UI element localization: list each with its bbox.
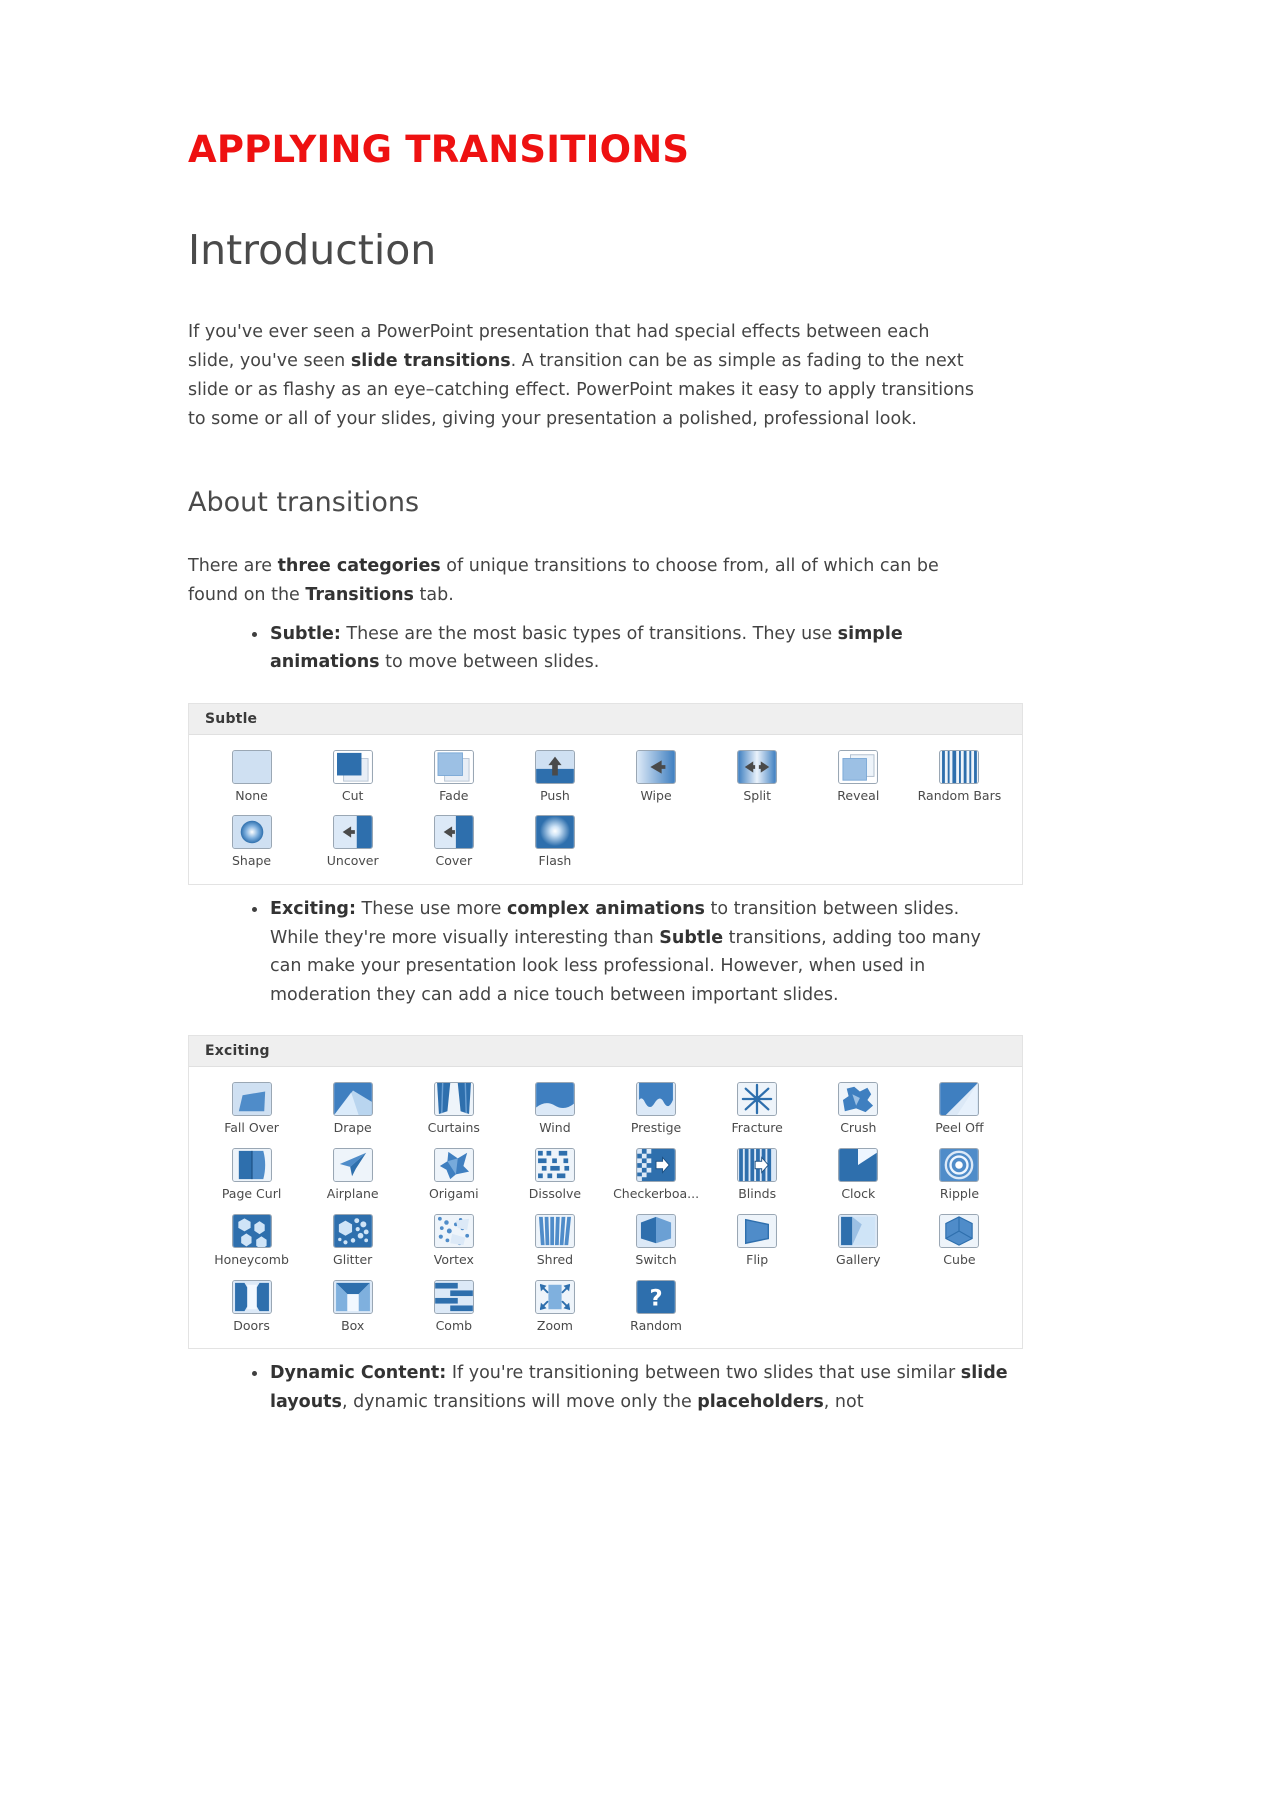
transition-tile-vortex[interactable]: [403, 1209, 504, 1271]
bullet-dynamic-bold-1: slide layouts: [270, 1363, 1008, 1412]
checkerboard-icon: [636, 1148, 676, 1182]
airplane-icon: [333, 1148, 373, 1182]
list-item-dynamic-content: [252, 1359, 1012, 1416]
transition-tile-glitter[interactable]: [302, 1209, 403, 1271]
transition-tile-clock[interactable]: [808, 1143, 909, 1205]
tile-label: Drape: [333, 1120, 372, 1136]
zoom-icon: [535, 1280, 575, 1314]
tile-label: Prestige: [630, 1120, 682, 1136]
bullet-dynamic-text-3: , not: [823, 1391, 864, 1412]
curtains-icon: [434, 1082, 474, 1116]
transition-tile-reveal[interactable]: [808, 745, 909, 807]
transition-tile-flip[interactable]: [707, 1209, 808, 1271]
tile-label: Random: [630, 1317, 682, 1333]
tile-label: Zoom: [536, 1317, 573, 1333]
switch-icon: [636, 1214, 676, 1248]
tile-label: Split: [743, 787, 772, 803]
transition-tile-flash[interactable]: [504, 810, 605, 872]
tile-label: Honeycomb: [214, 1251, 289, 1267]
clock-icon: [838, 1148, 878, 1182]
tile-label: Wipe: [640, 787, 672, 803]
heading-introduction: Introduction: [188, 225, 437, 274]
transition-tile-airplane[interactable]: [302, 1143, 403, 1205]
tile-label: Flip: [746, 1251, 769, 1267]
transition-tile-uncover[interactable]: [302, 810, 403, 872]
transition-tile-cover[interactable]: [403, 810, 504, 872]
transition-tile-origami[interactable]: [403, 1143, 504, 1205]
about-bold-three-categories: three categories: [277, 555, 441, 576]
tile-label: Airplane: [326, 1186, 379, 1202]
bullet-list-exciting: [188, 895, 1088, 1009]
transition-tile-fall-over[interactable]: [201, 1077, 302, 1139]
bullet-label-exciting: Exciting:: [270, 899, 356, 920]
subtle-gallery-header: Subtle: [189, 703, 1022, 735]
glitter-icon: [333, 1214, 373, 1248]
intro-paragraph: [188, 318, 978, 434]
tile-label: None: [235, 787, 268, 803]
page-curl-icon: [232, 1148, 272, 1182]
exciting-gallery: [188, 1035, 1023, 1349]
svg-text:?: ?: [649, 1285, 663, 1312]
box-icon: [333, 1280, 373, 1314]
transition-tile-wipe[interactable]: [606, 745, 707, 807]
wind-icon: [535, 1082, 575, 1116]
tile-label: Dissolve: [528, 1186, 582, 1202]
bullet-subtle-bold-1: simple animations: [270, 623, 903, 673]
tile-label: Peel Off: [935, 1120, 984, 1136]
tile-label: Cover: [435, 853, 473, 869]
fracture-icon: [737, 1082, 777, 1116]
transition-tile-shred[interactable]: [504, 1209, 605, 1271]
cut-icon: [333, 750, 373, 784]
transition-tile-random[interactable]: [606, 1275, 707, 1337]
bullet-exciting-bold-1: complex animations: [506, 899, 705, 920]
push-icon: [535, 750, 575, 784]
tile-label: Checkerboa...: [613, 1186, 700, 1202]
bullet-exciting-text-1: These use more: [355, 899, 507, 920]
tile-label: Doors: [233, 1317, 270, 1333]
exciting-gallery-header: Exciting: [189, 1035, 1022, 1067]
subtle-gallery-grid: [189, 735, 1022, 885]
none-icon: [232, 750, 272, 784]
tile-label: Blinds: [738, 1186, 777, 1202]
bullet-exciting-bold-2: Subtle: [659, 927, 724, 948]
tile-label: Uncover: [326, 853, 379, 869]
bullet-dynamic-text-1: If you're transitioning between two slides that use similar: [446, 1363, 961, 1384]
bullet-dynamic-bold-2: placeholders: [697, 1391, 824, 1412]
transition-tile-wind[interactable]: [504, 1077, 605, 1139]
transition-tile-zoom[interactable]: [504, 1275, 605, 1337]
origami-icon: [434, 1148, 474, 1182]
bullet-dynamic-text-2: , dynamic transitions will move only the: [341, 1391, 698, 1412]
tile-label: Curtains: [427, 1120, 480, 1136]
doors-icon: [232, 1280, 272, 1314]
tile-label: Fall Over: [224, 1120, 279, 1136]
about-text-2: of unique transitions to choose from, all of which can be found on the: [188, 555, 939, 605]
transition-tile-drape[interactable]: [302, 1077, 403, 1139]
tile-label: Vortex: [433, 1251, 474, 1267]
cover-icon: [434, 815, 474, 849]
wipe-icon: [636, 750, 676, 784]
exciting-gallery-grid: [189, 1067, 1022, 1348]
transition-tile-dissolve[interactable]: [504, 1143, 605, 1205]
bullet-list-dynamic-content: [188, 1359, 1088, 1416]
tile-label: Origami: [428, 1186, 479, 1202]
bullet-label-subtle: Subtle:: [270, 623, 341, 644]
transition-tile-push[interactable]: [504, 745, 605, 807]
intro-bold-slide-transitions: slide transitions: [350, 350, 511, 371]
transition-tile-gallery[interactable]: [808, 1209, 909, 1271]
tile-label: Shape: [231, 853, 272, 869]
vortex-icon: [434, 1214, 474, 1248]
tile-label: Cut: [341, 787, 364, 803]
transition-tile-fracture[interactable]: [707, 1077, 808, 1139]
transition-tile-checkerboard[interactable]: [606, 1143, 707, 1205]
transition-tile-doors[interactable]: [201, 1275, 302, 1337]
comb-icon: [434, 1280, 474, 1314]
transition-tile-shape[interactable]: [201, 810, 302, 872]
shape-icon: [232, 815, 272, 849]
gallery-icon: [838, 1214, 878, 1248]
tile-label: Glitter: [333, 1251, 373, 1267]
fade-icon: [434, 750, 474, 784]
intro-text-2: . A transition can be as simple as fading to the next slide or as flashy as an eye–catching effect. PowerPoint makes it easy to apply transitions to some or all of your slides, giving your presentation a polished, professional look.: [188, 350, 974, 429]
bullet-subtle-text-2: to move between slides.: [379, 652, 600, 673]
random-bars-icon: [939, 750, 979, 784]
cube-icon: [939, 1214, 979, 1248]
page-title: APPLYING TRANSITIONS: [188, 128, 690, 171]
tile-label: Crush: [840, 1120, 877, 1136]
transition-tile-honeycomb[interactable]: [201, 1209, 302, 1271]
crush-icon: [838, 1082, 878, 1116]
transition-tile-cube[interactable]: [909, 1209, 1010, 1271]
bullet-exciting-text-2: to transition between slides. While they're more visually interesting than: [270, 899, 960, 948]
transition-tile-split[interactable]: [707, 745, 808, 807]
bullet-list-subtle: [188, 620, 1088, 677]
subtle-gallery: [188, 703, 1023, 886]
bullet-subtle-text-1: These are the most basic types of transitions. They use: [340, 623, 838, 644]
uncover-icon: [333, 815, 373, 849]
transition-tile-page-curl[interactable]: [201, 1143, 302, 1205]
tile-label: Shred: [536, 1251, 574, 1267]
tile-label: Gallery: [836, 1251, 881, 1267]
flash-icon: [535, 815, 575, 849]
tile-label: Random Bars: [917, 787, 1002, 803]
tile-label: Push: [540, 787, 570, 803]
tile-label: Reveal: [837, 787, 880, 803]
about-paragraph: [188, 552, 978, 610]
bullet-exciting-text-3: transitions, adding too many can make your presentation look less professional. However, when used in moderation they can add a nice touch between important slides.: [270, 927, 981, 1005]
about-bold-transitions-tab: Transitions: [305, 584, 414, 605]
intro-text-1: If you've ever seen a PowerPoint presentation that had special effects between each slide, you've seen: [188, 321, 930, 371]
blinds-icon: [737, 1148, 777, 1182]
shred-icon: [535, 1214, 575, 1248]
tile-label: Cube: [943, 1251, 976, 1267]
tile-label: Switch: [635, 1251, 677, 1267]
tile-label: Ripple: [939, 1186, 980, 1202]
bullet-label-dynamic-content: Dynamic Content:: [270, 1363, 447, 1384]
prestige-icon: [636, 1082, 676, 1116]
transition-tile-ripple[interactable]: [909, 1143, 1010, 1205]
flip-icon: [737, 1214, 777, 1248]
transition-tile-peel-off[interactable]: [909, 1077, 1010, 1139]
tile-label: Wind: [539, 1120, 571, 1136]
tile-label: Flash: [538, 853, 572, 869]
transition-tile-none[interactable]: [201, 745, 302, 807]
transition-tile-blinds[interactable]: [707, 1143, 808, 1205]
dissolve-icon: [535, 1148, 575, 1182]
reveal-icon: [838, 750, 878, 784]
list-item-exciting: [252, 895, 1012, 1009]
transition-tile-random-bars[interactable]: [909, 745, 1010, 807]
list-item-subtle: [252, 620, 1012, 677]
heading-about-transitions: About transitions: [188, 486, 420, 518]
honeycomb-icon: [232, 1214, 272, 1248]
tile-label: Clock: [841, 1186, 876, 1202]
tile-label: Page Curl: [221, 1186, 282, 1202]
transition-tile-fade[interactable]: [403, 745, 504, 807]
transition-tile-curtains[interactable]: [403, 1077, 504, 1139]
about-text-3: tab.: [413, 584, 454, 605]
tile-label: Box: [341, 1317, 365, 1333]
transition-tile-cut[interactable]: [302, 745, 403, 807]
split-icon: [737, 750, 777, 784]
peel-off-icon: [939, 1082, 979, 1116]
ripple-icon: [939, 1148, 979, 1182]
random-icon: [636, 1280, 676, 1314]
tile-label: Fracture: [731, 1120, 783, 1136]
about-text-1: There are: [188, 555, 278, 576]
transition-tile-comb[interactable]: [403, 1275, 504, 1337]
transition-tile-switch[interactable]: [606, 1209, 707, 1271]
fall-over-icon: [232, 1082, 272, 1116]
tile-label: Fade: [439, 787, 469, 803]
transition-tile-crush[interactable]: [808, 1077, 909, 1139]
drape-icon: [333, 1082, 373, 1116]
transition-tile-prestige[interactable]: [606, 1077, 707, 1139]
tile-label: Comb: [435, 1317, 473, 1333]
transition-tile-box[interactable]: [302, 1275, 403, 1337]
